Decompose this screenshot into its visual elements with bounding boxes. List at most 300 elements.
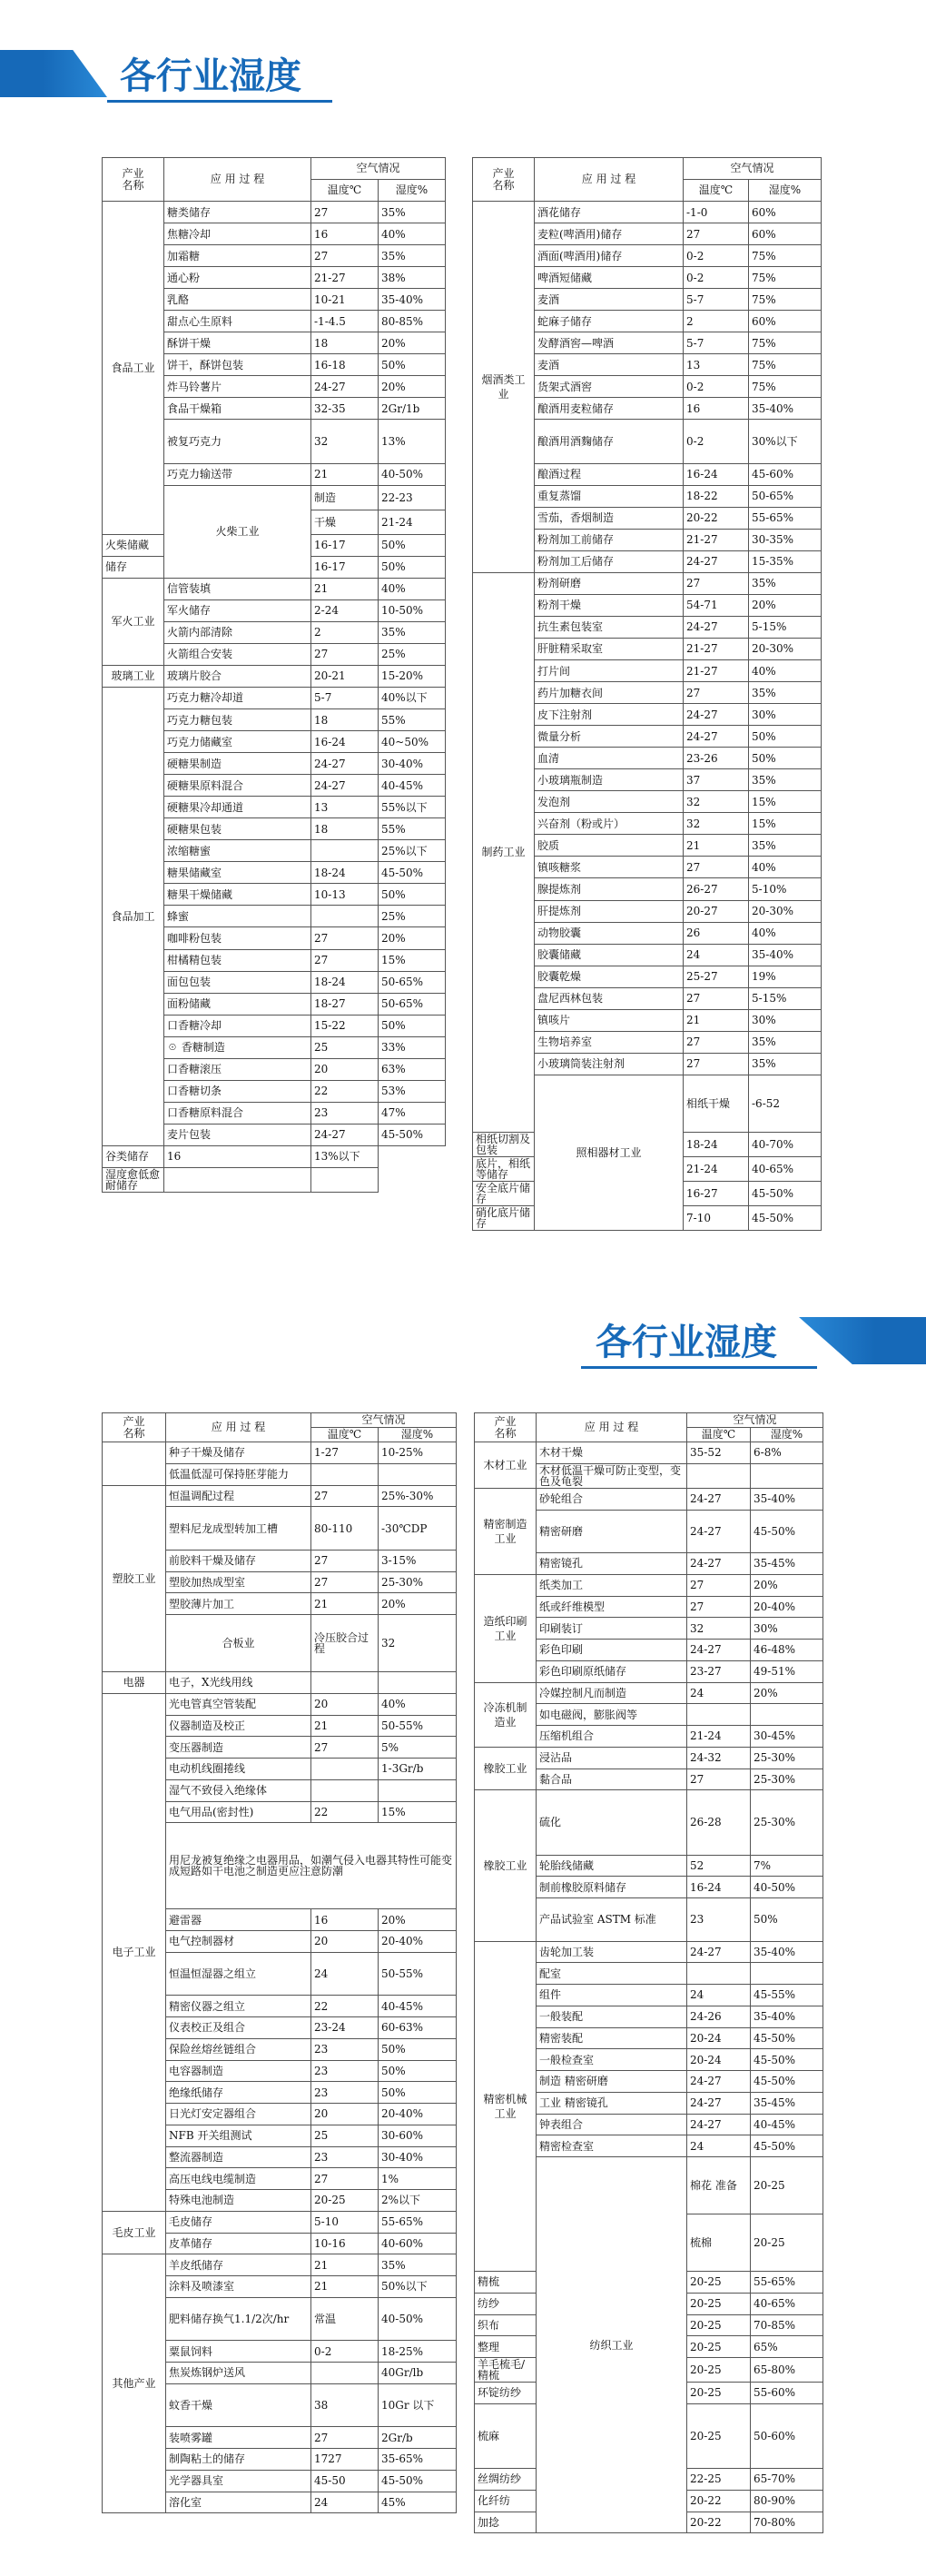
- process-cell: 柑橘精包装: [164, 949, 311, 971]
- temperature-cell: 32: [311, 420, 379, 463]
- temperature-cell: 32: [684, 813, 749, 835]
- temperature-cell: 24: [311, 2492, 379, 2513]
- temperature-cell: 21: [311, 463, 379, 485]
- humidity-cell: 45-50%: [751, 2071, 823, 2093]
- humidity-cell: 50%: [379, 2038, 457, 2060]
- humidity-cell: 55-65%: [749, 507, 822, 529]
- industry-cell: 造纸印刷工业: [475, 1574, 537, 1682]
- process-cell: 木材低温干燥可防止变型，变色及龟裂: [537, 1463, 687, 1488]
- humidity-cell: 35-45%: [751, 1553, 823, 1575]
- temperature-cell: 27: [687, 1769, 751, 1790]
- humidity-cell: 55%: [379, 818, 446, 840]
- humidity-cell: 35-40%: [379, 289, 446, 311]
- temperature-cell: 24-27: [684, 704, 749, 726]
- table-row: [103, 1442, 457, 1464]
- process-cell: 丝绸纺纱: [475, 2469, 537, 2491]
- process-cell: 纸或纤维模型: [537, 1596, 687, 1618]
- temperature-cell: 27: [311, 1571, 379, 1593]
- temperature-cell: 16: [164, 1145, 311, 1167]
- temperature-cell: 23-26: [684, 748, 749, 769]
- humidity-cell: 35%: [379, 2254, 457, 2276]
- temperature-cell: 24-27: [687, 2092, 751, 2114]
- humidity-cell: 40-50%: [751, 1877, 823, 1898]
- humidity-cell: 20-30%: [749, 900, 822, 922]
- process-cell: 面粉储藏: [164, 993, 311, 1015]
- process-cell: 精密装配: [537, 2027, 687, 2049]
- humidity-cell: 55%以下: [379, 797, 446, 818]
- temperature-cell: [687, 1463, 751, 1488]
- temperature-cell: 21: [311, 1715, 379, 1737]
- process-cell: 化纤纺: [475, 2490, 537, 2512]
- process-cell: 仪表校正及组合: [166, 2017, 311, 2039]
- process-cell: 储存: [103, 556, 164, 578]
- process-cell: 制陶粘土的储存: [166, 2449, 311, 2471]
- humidity-cell: 50%: [751, 1898, 823, 1942]
- process-cell: 湿度愈低愈耐储存: [103, 1167, 164, 1192]
- process-cell: 整理: [475, 2336, 537, 2358]
- humidity-cell: 50%: [379, 354, 446, 376]
- industry-cell: 木材工业: [475, 1442, 537, 1489]
- humidity-cell: 45-50%: [751, 2027, 823, 2049]
- title-banner-left: [0, 50, 107, 97]
- humidity-cell: 5%: [379, 1737, 457, 1759]
- humidity-cell: 75%: [749, 332, 822, 354]
- humidity-cell: 33%: [379, 1036, 446, 1058]
- process-cell: 皮革储存: [166, 2233, 311, 2254]
- humidity-cell: 45-50%: [751, 2135, 823, 2157]
- humidity-cell: 35%: [749, 572, 822, 594]
- temperature-cell: 21-24: [687, 1726, 751, 1748]
- process-cell: 低温低湿可保持胚芽能力: [166, 1463, 311, 1485]
- temperature-cell: 0-2: [684, 245, 749, 267]
- process-cell: 纸类加工: [537, 1574, 687, 1596]
- process-cell: 糖果储藏室: [164, 862, 311, 884]
- temperature-cell: 1727: [311, 2449, 379, 2471]
- process-cell: 加捻: [475, 2512, 537, 2533]
- temperature-cell: 24: [687, 1985, 751, 2006]
- header-row: [473, 158, 822, 180]
- process-cell: 麦酒: [535, 354, 684, 376]
- temperature-cell: 25: [311, 2125, 379, 2146]
- humidity-cell: 30-35%: [749, 529, 822, 550]
- process-cell: 制前橡胶原料储存: [537, 1877, 687, 1898]
- humidity-cell: 20-40%: [379, 2104, 457, 2125]
- header-air-condition: 空气情况: [311, 1413, 457, 1428]
- temperature-cell: 21: [684, 1009, 749, 1031]
- table-row: [475, 1682, 823, 1704]
- temperature-cell: 24-27: [311, 376, 379, 398]
- header-process: 应 用 过 程: [537, 1413, 687, 1442]
- humidity-cell: 40%: [379, 578, 446, 599]
- temperature-cell: 18-22: [684, 485, 749, 507]
- process-cell: 口香糖原料混合: [164, 1102, 311, 1124]
- humidity-cell: 50-65%: [749, 485, 822, 507]
- temperature-cell: 13: [684, 354, 749, 376]
- humidity-cell: 25-30%: [751, 1747, 823, 1769]
- humidity-cell: 35%: [749, 1053, 822, 1075]
- process-cell: 安全底片储存: [473, 1181, 535, 1205]
- humidity-cell: 50-60%: [751, 2403, 823, 2468]
- process-cell: 酒面(啤酒用)储存: [535, 245, 684, 267]
- temperature-cell: 24: [687, 2135, 751, 2157]
- humidity-cell: 2%以下: [379, 2190, 457, 2212]
- humidity-cell: 50-65%: [379, 993, 446, 1015]
- humidity-cell: 35%: [379, 621, 446, 643]
- header-humidity: 湿度%: [379, 180, 446, 202]
- humidity-cell: 25-30%: [751, 1790, 823, 1855]
- temperature-cell: [311, 1463, 379, 1485]
- temperature-cell: 24-27: [687, 2114, 751, 2135]
- humidity-cell: 40%: [749, 857, 822, 878]
- humidity-cell: 40~50%: [379, 731, 446, 753]
- temperature-cell: 16: [311, 223, 379, 245]
- humidity-cell: 45%: [379, 2492, 457, 2513]
- process-cell: 镇咳片: [535, 1009, 684, 1031]
- process-cell: 动物胶囊: [535, 922, 684, 944]
- temperature-cell: 5-7: [311, 687, 379, 708]
- humidity-cell: 20-40%: [751, 1596, 823, 1618]
- industry-cell: 合板业: [166, 1615, 311, 1672]
- humidity-cell: 20%: [379, 927, 446, 949]
- temperature-cell: 22: [311, 1080, 379, 1102]
- table-row: [475, 1442, 823, 1464]
- temperature-cell: 24-27: [687, 1488, 751, 1510]
- humidity-cell: -30℃DP: [379, 1507, 457, 1551]
- process-cell: 硬糖果冷却通道: [164, 797, 311, 818]
- temperature-cell: 16-24: [687, 1877, 751, 1898]
- table-row: [103, 2254, 457, 2276]
- process-cell: 仪器制造及校正: [166, 1715, 311, 1737]
- temperature-cell: 20-25: [687, 2314, 751, 2336]
- process-cell: 小玻璃瓶制造: [535, 769, 684, 791]
- temperature-cell: 32: [379, 1615, 457, 1672]
- process-cell: 浓缩糖蜜: [164, 840, 311, 862]
- table-row: [103, 665, 446, 687]
- temperature-cell: 27: [684, 223, 749, 245]
- humidity-cell: 35-45%: [751, 2092, 823, 2114]
- process-cell: 蜂蜜: [164, 906, 311, 927]
- temperature-cell: 27: [311, 1485, 379, 1507]
- humidity-cell: 40%以下: [379, 687, 446, 708]
- temperature-cell: 5-7: [684, 332, 749, 354]
- temperature-cell: 21: [311, 578, 379, 599]
- process-cell: 制造: [311, 485, 379, 510]
- humidity-cell: 55-60%: [751, 2383, 823, 2404]
- temperature-cell: 20-24: [687, 2027, 751, 2049]
- industry-cell: 制药工业: [473, 572, 535, 1132]
- process-cell: 货架式酒窖: [535, 376, 684, 398]
- humidity-cell: 40-45%: [379, 775, 446, 797]
- humidity-cell: 30%: [751, 1618, 823, 1640]
- temperature-cell: 23: [311, 2038, 379, 2060]
- humidity-cell: 25-30%: [751, 1769, 823, 1790]
- title-banner-right: [799, 1317, 926, 1364]
- process-cell: 盘尼西林包装: [535, 987, 684, 1009]
- table-row: [473, 572, 822, 594]
- temperature-cell: 27: [311, 245, 379, 267]
- table-row: [103, 2211, 457, 2233]
- humidity-cell: 30%: [749, 704, 822, 726]
- process-cell: 焦炭炼钢炉送风: [166, 2363, 311, 2384]
- humidity-table: [102, 157, 446, 1193]
- humidity-cell: 60%: [749, 223, 822, 245]
- process-cell: 电动机线圈捲线: [166, 1759, 311, 1780]
- process-cell: 信管装填: [164, 578, 311, 599]
- process-cell: 粟鼠饲料: [166, 2341, 311, 2363]
- humidity-cell: 35-40%: [751, 2006, 823, 2027]
- humidity-cell: 25%: [379, 643, 446, 665]
- process-cell: 纺纱: [475, 2293, 537, 2314]
- process-cell: 保险丝熔丝链组合: [166, 2038, 311, 2060]
- process-cell: 配室: [537, 1963, 687, 1985]
- process-cell: 发酵酒窖—啤酒: [535, 332, 684, 354]
- temperature-cell: 18: [311, 332, 379, 354]
- process-cell: 皮下注射剂: [535, 704, 684, 726]
- humidity-cell: 35-40%: [749, 398, 822, 420]
- process-cell: 彩色印刷: [537, 1640, 687, 1661]
- title-underline: [581, 1366, 817, 1369]
- humidity-cell: 80-85%: [379, 311, 446, 332]
- humidity-cell: 80-90%: [751, 2490, 823, 2512]
- header-process: 应 用 过 程: [166, 1413, 311, 1442]
- process-cell: 如电磁阀，膨胀阀等: [537, 1704, 687, 1726]
- temperature-cell: 24: [684, 944, 749, 966]
- industry-cell: 电器: [103, 1672, 166, 1694]
- temperature-cell: [311, 906, 379, 927]
- temperature-cell: 18: [311, 818, 379, 840]
- temperature-cell: 10-16: [311, 2233, 379, 2254]
- humidity-cell: 10-25%: [379, 1442, 457, 1464]
- temperature-cell: 16-17: [311, 534, 379, 556]
- humidity-cell: 5-10%: [749, 878, 822, 900]
- temperature-cell: 10-13: [311, 884, 379, 906]
- process-cell: 巧克力储藏室: [164, 731, 311, 753]
- temperature-cell: 20: [311, 1058, 379, 1080]
- process-cell: 制造 精密研磨: [537, 2071, 687, 2093]
- humidity-cell: 50%: [379, 556, 446, 578]
- table-row: [103, 687, 446, 708]
- header-industry: 产业 名称: [475, 1413, 537, 1442]
- section-title: 各行业湿度: [120, 55, 301, 97]
- humidity-cell: 1-3Gr/b: [379, 1759, 457, 1780]
- process-cell: 齿轮加工装: [537, 1941, 687, 1963]
- humidity-cell: 30%: [749, 1009, 822, 1031]
- humidity-cell: 40-45%: [379, 1996, 457, 2017]
- temperature-cell: 0-2: [311, 2341, 379, 2363]
- humidity-cell: 60%: [749, 311, 822, 332]
- process-cell: 糖果干燥储藏: [164, 884, 311, 906]
- temperature-cell: 0-2: [684, 420, 749, 463]
- humidity-cell: 30-40%: [379, 2146, 457, 2168]
- humidity-cell: 75%: [749, 267, 822, 289]
- process-cell: 砂轮组合: [537, 1488, 687, 1510]
- process-cell: 啤酒短储藏: [535, 267, 684, 289]
- temperature-cell: 21: [311, 2276, 379, 2298]
- process-cell: 恒温恒湿器之组立: [166, 1952, 311, 1996]
- process-cell: 巧克力糖包装: [164, 708, 311, 730]
- humidity-cell: 40%: [379, 223, 446, 245]
- temperature-cell: 27: [311, 927, 379, 949]
- table-row: [103, 1145, 446, 1167]
- process-cell: 前胶料干燥及储存: [166, 1550, 311, 1571]
- process-cell: 军火储存: [164, 599, 311, 621]
- industry-cell: 毛皮工业: [103, 2211, 166, 2254]
- process-cell: 麦酒: [535, 289, 684, 311]
- temperature-cell: 24: [311, 1952, 379, 1996]
- humidity-cell: 50%: [749, 726, 822, 748]
- temperature-cell: 20: [311, 1931, 379, 1953]
- humidity-cell: 50-55%: [379, 1715, 457, 1737]
- temperature-cell: 22: [311, 1801, 379, 1823]
- process-cell: 钟表组合: [537, 2114, 687, 2135]
- temperature-cell: 13: [311, 797, 379, 818]
- temperature-cell: 5-10: [311, 2211, 379, 2233]
- process-cell: 粉剂干燥: [535, 594, 684, 616]
- temperature-cell: 21-27: [311, 267, 379, 289]
- process-cell: 火箭内部清除: [164, 621, 311, 643]
- process-cell: 精密研磨: [537, 1510, 687, 1553]
- process-cell: 涂料及喷漆室: [166, 2276, 311, 2298]
- process-cell: 谷类储存: [103, 1145, 164, 1167]
- process-cell: 装喷雾罐: [166, 2427, 311, 2449]
- temperature-cell: 45-50: [311, 2470, 379, 2492]
- process-cell: ☉ 香糖制造: [164, 1036, 311, 1058]
- process-cell: 恒温调配过程: [166, 1485, 311, 1507]
- humidity-cell: 40%: [749, 659, 822, 681]
- process-cell: 麦粒(啤酒用)储存: [535, 223, 684, 245]
- table-row: [103, 1672, 457, 1694]
- temperature-cell: 16-17: [311, 556, 379, 578]
- header-humidity: 湿度%: [751, 1428, 823, 1442]
- process-cell: 酿酒用麦粒储存: [535, 398, 684, 420]
- process-cell: 粉剂加工后储存: [535, 550, 684, 572]
- process-cell: 饼干，酥饼包装: [164, 354, 311, 376]
- industry-cell: 精密机械工业: [475, 1941, 537, 2272]
- humidity-cell: 45-50%: [749, 1205, 822, 1230]
- humidity-table: [474, 1412, 823, 2533]
- process-cell: 口香糖滚压: [164, 1058, 311, 1080]
- temperature-cell: 18-24: [684, 1132, 749, 1156]
- temperature-cell: 18: [311, 708, 379, 730]
- humidity-cell: [751, 1963, 823, 1985]
- process-cell: 镇咳糖浆: [535, 857, 684, 878]
- temperature-cell: 20-25: [687, 2336, 751, 2358]
- process-cell: 底片，相纸等储存: [473, 1156, 535, 1181]
- humidity-cell: 55-65%: [751, 2272, 823, 2294]
- humidity-cell: 49-51%: [751, 1660, 823, 1682]
- temperature-cell: 18-24: [311, 862, 379, 884]
- process-cell: 甜点心生原料: [164, 311, 311, 332]
- temperature-cell: 20-25: [687, 2272, 751, 2294]
- temperature-cell: 27: [687, 1574, 751, 1596]
- temperature-cell: 27: [311, 949, 379, 971]
- industry-cell: [103, 1442, 166, 1486]
- table-row: [475, 1790, 823, 1855]
- process-cell: 溶化室: [166, 2492, 311, 2513]
- process-cell: 硬糖果原料混合: [164, 775, 311, 797]
- humidity-cell: 40-45%: [751, 2114, 823, 2135]
- humidity-cell: 10-50%: [379, 599, 446, 621]
- process-cell: 药片加糖衣间: [535, 682, 684, 704]
- industry-cell: 军火工业: [103, 578, 164, 665]
- humidity-cell: 7%: [751, 1855, 823, 1877]
- temperature-cell: [311, 2363, 379, 2384]
- process-cell: 干燥: [311, 510, 379, 534]
- process-cell: 精梳: [475, 2272, 537, 2294]
- process-cell: 整流器制造: [166, 2146, 311, 2168]
- title-underline: [107, 100, 332, 103]
- temperature-cell: 20: [311, 2104, 379, 2125]
- humidity-cell: [751, 1463, 823, 1488]
- process-cell: 工业 精密镜孔: [537, 2092, 687, 2114]
- humidity-cell: 53%: [379, 1080, 446, 1102]
- temperature-cell: 25-27: [684, 966, 749, 987]
- humidity-cell: 35%: [379, 245, 446, 267]
- header-humidity: 湿度%: [749, 180, 822, 202]
- industry-cell: 烟酒类工业: [473, 202, 535, 573]
- process-cell: 避雷器: [166, 1909, 311, 1931]
- humidity-cell: 40-70%: [749, 1132, 822, 1156]
- header-temperature: 温度℃: [311, 1428, 379, 1442]
- temperature-cell: 16-24: [311, 731, 379, 753]
- temperature-cell: 21-27: [684, 638, 749, 659]
- temperature-cell: 20-25: [751, 2157, 823, 2214]
- humidity-cell: 20%: [379, 332, 446, 354]
- process-cell: 胶质: [535, 835, 684, 857]
- humidity-cell: 15%: [379, 949, 446, 971]
- process-cell: 硬糖果包装: [164, 818, 311, 840]
- temperature-cell: 24-27: [687, 1941, 751, 1963]
- process-cell: 玻璃片胶合: [164, 665, 311, 687]
- header-humidity: 湿度%: [379, 1428, 457, 1442]
- process-cell: 日光灯安定器组合: [166, 2104, 311, 2125]
- humidity-cell: 20%: [379, 1909, 457, 1931]
- temperature-cell: 26-28: [687, 1790, 751, 1855]
- humidity-table: [102, 1412, 457, 2513]
- temperature-cell: 21: [311, 2254, 379, 2276]
- humidity-cell: 40-65%: [749, 1156, 822, 1181]
- temperature-cell: 24-27: [311, 753, 379, 775]
- temperature-cell: 18-24: [311, 971, 379, 993]
- humidity-cell: 45-50%: [379, 1124, 446, 1145]
- process-cell: 湿气不致侵入绝缘体: [166, 1779, 311, 1801]
- humidity-cell: 15%: [749, 813, 822, 835]
- temperature-cell: 1-27: [311, 1442, 379, 1464]
- humidity-cell: 15%: [379, 1801, 457, 1823]
- temperature-cell: 37: [684, 769, 749, 791]
- temperature-cell: 35-52: [687, 1442, 751, 1464]
- humidity-cell: 70-80%: [751, 2512, 823, 2533]
- temperature-cell: 20-25: [687, 2293, 751, 2314]
- industry-cell: 电子工业: [103, 1693, 166, 2211]
- table-row: [475, 1574, 823, 1596]
- temperature-cell: -1-0: [684, 202, 749, 223]
- temperature-cell: [311, 840, 379, 862]
- process-cell: 羊毛梳毛/精梳: [475, 2358, 537, 2383]
- process-cell: 打片间: [535, 659, 684, 681]
- temperature-cell: 20-21: [311, 665, 379, 687]
- temperature-cell: 15-22: [311, 1015, 379, 1036]
- temperature-cell: 18-27: [311, 993, 379, 1015]
- humidity-cell: 35%: [749, 1031, 822, 1053]
- header-industry: 产业 名称: [473, 158, 535, 202]
- process-cell: 环锭纺纱: [475, 2383, 537, 2404]
- temperature-cell: 20-25: [751, 2214, 823, 2272]
- humidity-cell: [379, 1463, 457, 1485]
- temperature-cell: 23: [311, 2082, 379, 2104]
- temperature-cell: 0-2: [684, 376, 749, 398]
- header-air-condition: 空气情况: [684, 158, 822, 180]
